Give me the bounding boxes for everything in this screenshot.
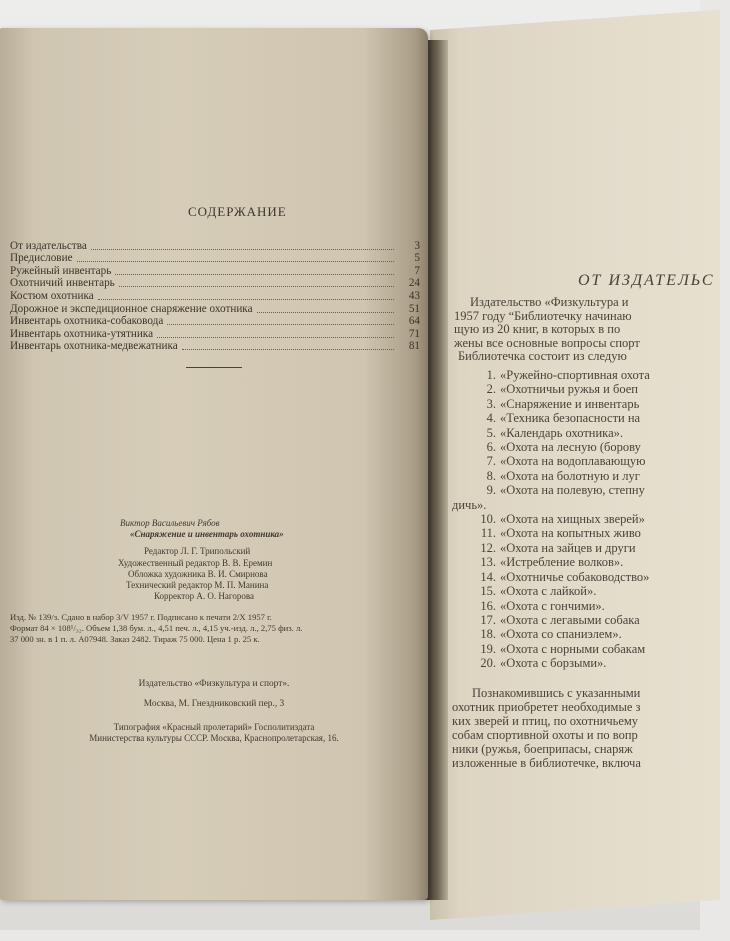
list-item: 19. «Охота с норными собакам [480, 641, 646, 656]
closing-line: собам спортивной охоты и по вопр [452, 728, 638, 742]
colophon-art-editor: Художественный редактор В. В. Еремин [118, 557, 273, 568]
left-page [0, 28, 428, 900]
list-item: 1. «Ружейно-спортивная охота [486, 368, 650, 382]
toc-row: Инвентарь охотника-собаковода 64 [10, 315, 420, 328]
toc-row: Дорожное и экспедиционное снаряжение охотника 51 [10, 302, 420, 315]
list-item: 5. «Календарь охотника». [486, 425, 623, 440]
colophon-cover-artist: Обложка художника В. И. Смирнова [128, 568, 268, 579]
intro-line: Издательство «Физкультура и [470, 295, 629, 309]
list-item: 9. «Охота на полевую, степну [486, 483, 645, 498]
list-item: 7. «Охота на водоплавающую [486, 454, 646, 469]
toc-row: Охотничий инвентарь 24 [10, 277, 420, 290]
colophon-imprint-line: 37 000 зн. в 1 п. л. А07948. Заказ 2482. Тираж 75 000. Цена 1 р. 25 к. [10, 634, 260, 645]
toc-row: От издательства 3 [10, 239, 420, 252]
colophon-printer: Министерства культуры СССР. Москва, Краснопролетарская, 16. [89, 733, 339, 744]
list-item-continuation: дичь». [452, 497, 487, 512]
table-of-contents [10, 240, 420, 353]
colophon [10, 518, 418, 745]
colophon-imprint-line: Формат 84 × 108¹/₃₂. Объем 1,38 бум. л., 4,51 печ. л., 4,15 уч.-изд. л., 2,75 физ. л. [10, 623, 303, 634]
closing-line: Познакомившись с указанными [472, 686, 641, 700]
toc-row: Инвентарь охотника-медвежатника 81 [10, 340, 420, 353]
closing-line: охотник приобретет необходимые з [452, 700, 641, 714]
list-item: 8. «Охота на болотную и луг [486, 468, 640, 483]
list-item: 16. «Охота с гончими». [480, 598, 605, 613]
closing-line: изложенные в библиотечке, включа [452, 756, 641, 770]
toc-row: Предисловие 5 [10, 252, 420, 265]
list-item: 13. «Истребление волков». [480, 555, 624, 570]
right-page-title: ОТ ИЗДАТЕЛЬС [578, 272, 715, 289]
colophon-imprint-line: Изд. № 139/з. Сдано в набор 3/V 1957 г. Подписано к печати 2/X 1957 г. [10, 612, 272, 623]
right-page-closing [452, 686, 641, 770]
list-item: 3. «Снаряжение и инвентарь [486, 396, 640, 411]
book-series-list [452, 368, 650, 671]
list-item: 11. «Охота на копытных живо [480, 526, 641, 541]
list-item: 10. «Охота на хищных зверей» [480, 512, 645, 527]
colophon-tech-editor: Технический редактор М. П. Манина [126, 580, 269, 591]
closing-line: ких зверей и птиц, по охотничьему [452, 714, 639, 728]
list-item: 17. «Охота с легавыми собака [480, 612, 640, 627]
colophon-book-title: «Снаряжение и инвентарь охотника» [130, 529, 284, 540]
colophon-author: Виктор Васильевич Рябов [120, 518, 220, 528]
colophon-printer: Типография «Красный пролетарий» Госполитиздата [113, 722, 315, 733]
toc-row: Костюм охотника 43 [10, 289, 420, 302]
intro-line: щую из 20 книг, в которых в по [454, 322, 621, 337]
intro-line: 1957 году “Библиотечку начинаю [454, 308, 632, 323]
intro-line: жены все основные вопросы спорт [454, 335, 640, 350]
list-item: 2. «Охотничьи ружья и боеп [486, 382, 638, 397]
list-item: 12. «Охота на зайцев и други [480, 540, 636, 555]
colophon-address: Москва, М. Гнездниковский пер., 3 [143, 699, 285, 710]
toc-row: Ружейный инвентарь 7 [10, 264, 420, 277]
toc-title: СОДЕРЖАНИЕ [188, 204, 287, 219]
list-item: 14. «Охотничье собаководство» [480, 569, 650, 584]
list-item: 4. «Техника безопасности на [486, 411, 641, 426]
colophon-publisher: Издательство «Физкультура и спорт». [138, 678, 290, 689]
list-item: 20. «Охота с борзыми». [480, 656, 607, 671]
colophon-proofreader: Корректор А. О. Нагорова [154, 591, 254, 602]
right-page [430, 10, 720, 920]
list-item: 18. «Охота со спаниэлем». [480, 627, 622, 642]
list-item: 6. «Охота на лесную (борову [486, 440, 641, 455]
toc-row: Инвентарь охотника-утятника 71 [10, 327, 420, 340]
intro-line: Библиотечка состоит из следую [458, 349, 627, 364]
divider-rule [186, 367, 242, 368]
colophon-editor: Редактор Л. Г. Трипольский [144, 546, 251, 557]
closing-line: ники (ружья, боеприпасы, снаряж [452, 742, 633, 756]
right-page-intro [454, 296, 640, 364]
list-item: 15. «Охота с лайкой». [480, 584, 597, 599]
